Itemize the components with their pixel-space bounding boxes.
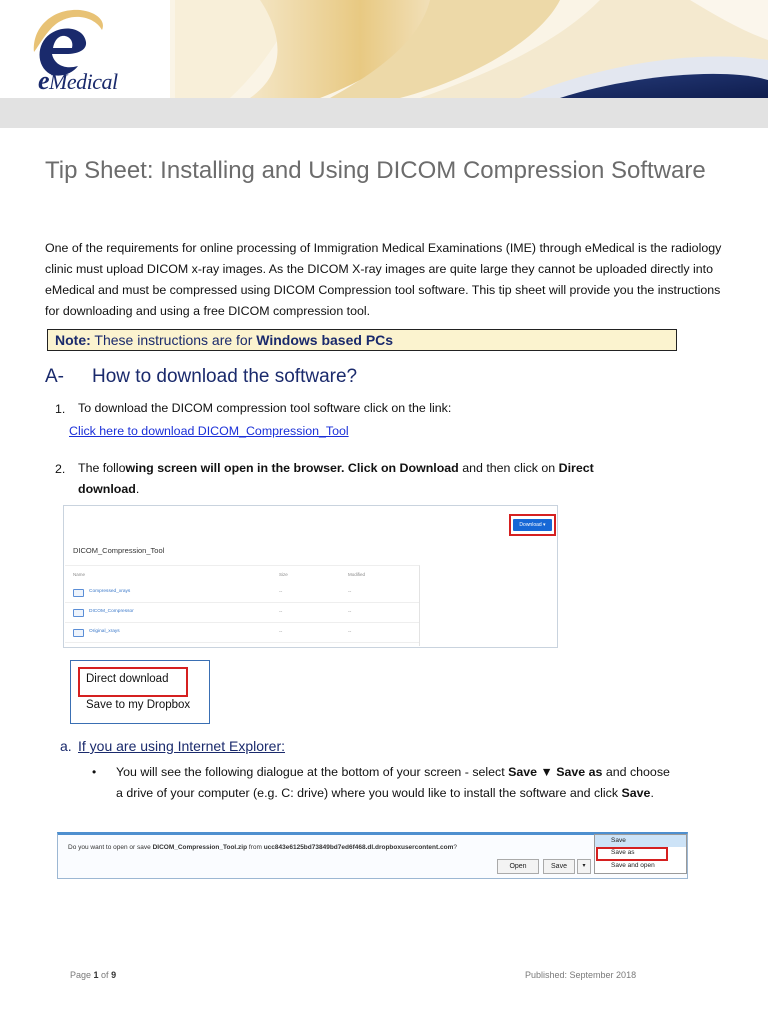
ie-open-button[interactable]: Open [497,859,539,874]
step-1-text: To download the DICOM compression tool software click on the link: [78,401,452,415]
folder-icon [73,609,84,617]
ie-prompt-text: Do you want to open or save DICOM_Compression_Tool.zip from ucc843e6125bd73849bd7ed6f468.dl.dropboxusercontent.com? [68,844,457,851]
dropbox-file-table [65,565,420,646]
download-tool-link[interactable]: Click here to download DICOM_Compression_Tool [69,424,349,438]
document-title: Tip Sheet: Installing and Using DICOM Compression Software [45,157,706,184]
ie-instructions-text: You will see the following dialogue at the bottom of your screen - select Save ▼ Save as and choose a drive of your computer (e.g. C: drive) where you would like to install the software and click Save. [116,765,670,800]
menu-item-save[interactable]: Save [595,835,686,847]
file-name: Original_xrays [89,629,120,634]
section-a-heading: A- How to download the software? [45,366,358,387]
note-box: Note: These instructions are for Windows based PCs [47,329,677,351]
table-row[interactable] [65,583,419,603]
published-date: Published: September 2018 [525,970,637,980]
file-modified: -- [348,609,352,615]
dropbox-download-button[interactable]: Download ▾ [513,519,552,531]
file-modified: -- [348,589,352,595]
page-header [0,0,768,98]
emedical-logo-wordmark: eMedical [38,66,118,95]
direct-download-option[interactable]: Direct download [86,673,169,685]
intro-paragraph: One of the requirements for online processing of Immigration Medical Examinations (IME) through eMedical is the radiology clinic must upload DICOM x-ray images. As the DICOM X-ray images are quite large they cannot be uploaded directly into eMedical and must be compressed using DICOM Compression tool software. This tip sheet will provide you the instructions for downloading and using a free DICOM compression tool. [45,241,722,318]
file-size: -- [279,589,283,595]
bullet-marker: • [92,765,97,779]
column-header-modified: Modified [348,572,366,577]
file-size: -- [279,629,283,635]
step-2-text: The following screen will open in the browser. Click on Download and then click on Direct download. [78,461,594,496]
menu-item-save-and-open[interactable]: Save and open [611,862,655,869]
ie-save-button[interactable]: Save [543,859,575,874]
table-row[interactable] [65,623,419,643]
save-as-highlight-box [596,847,668,861]
column-header-name: Name [73,572,86,577]
download-highlight-box [509,514,556,536]
step-2-number: 2. [55,462,66,476]
header-band [0,98,768,128]
chevron-down-icon[interactable]: ▾ [577,859,591,874]
file-modified: -- [348,629,352,635]
folder-icon [73,629,84,637]
menu-item-save-as[interactable]: Save as [611,849,635,856]
file-size: -- [279,609,283,615]
file-name: DICOM_Compressor [89,609,134,614]
file-name: Compressed_xrays [89,589,131,594]
folder-icon [73,589,84,597]
step-1-number: 1. [55,402,66,416]
dropbox-folder-title: DICOM_Compression_Tool [73,546,165,555]
subsection-a-heading: a. If you are using Internet Explorer: [60,738,285,754]
save-to-dropbox-option[interactable]: Save to my Dropbox [86,699,191,711]
table-row[interactable] [65,603,419,623]
page-number: Page 1 of 9 [70,970,117,980]
column-header-size: Size [279,572,288,577]
